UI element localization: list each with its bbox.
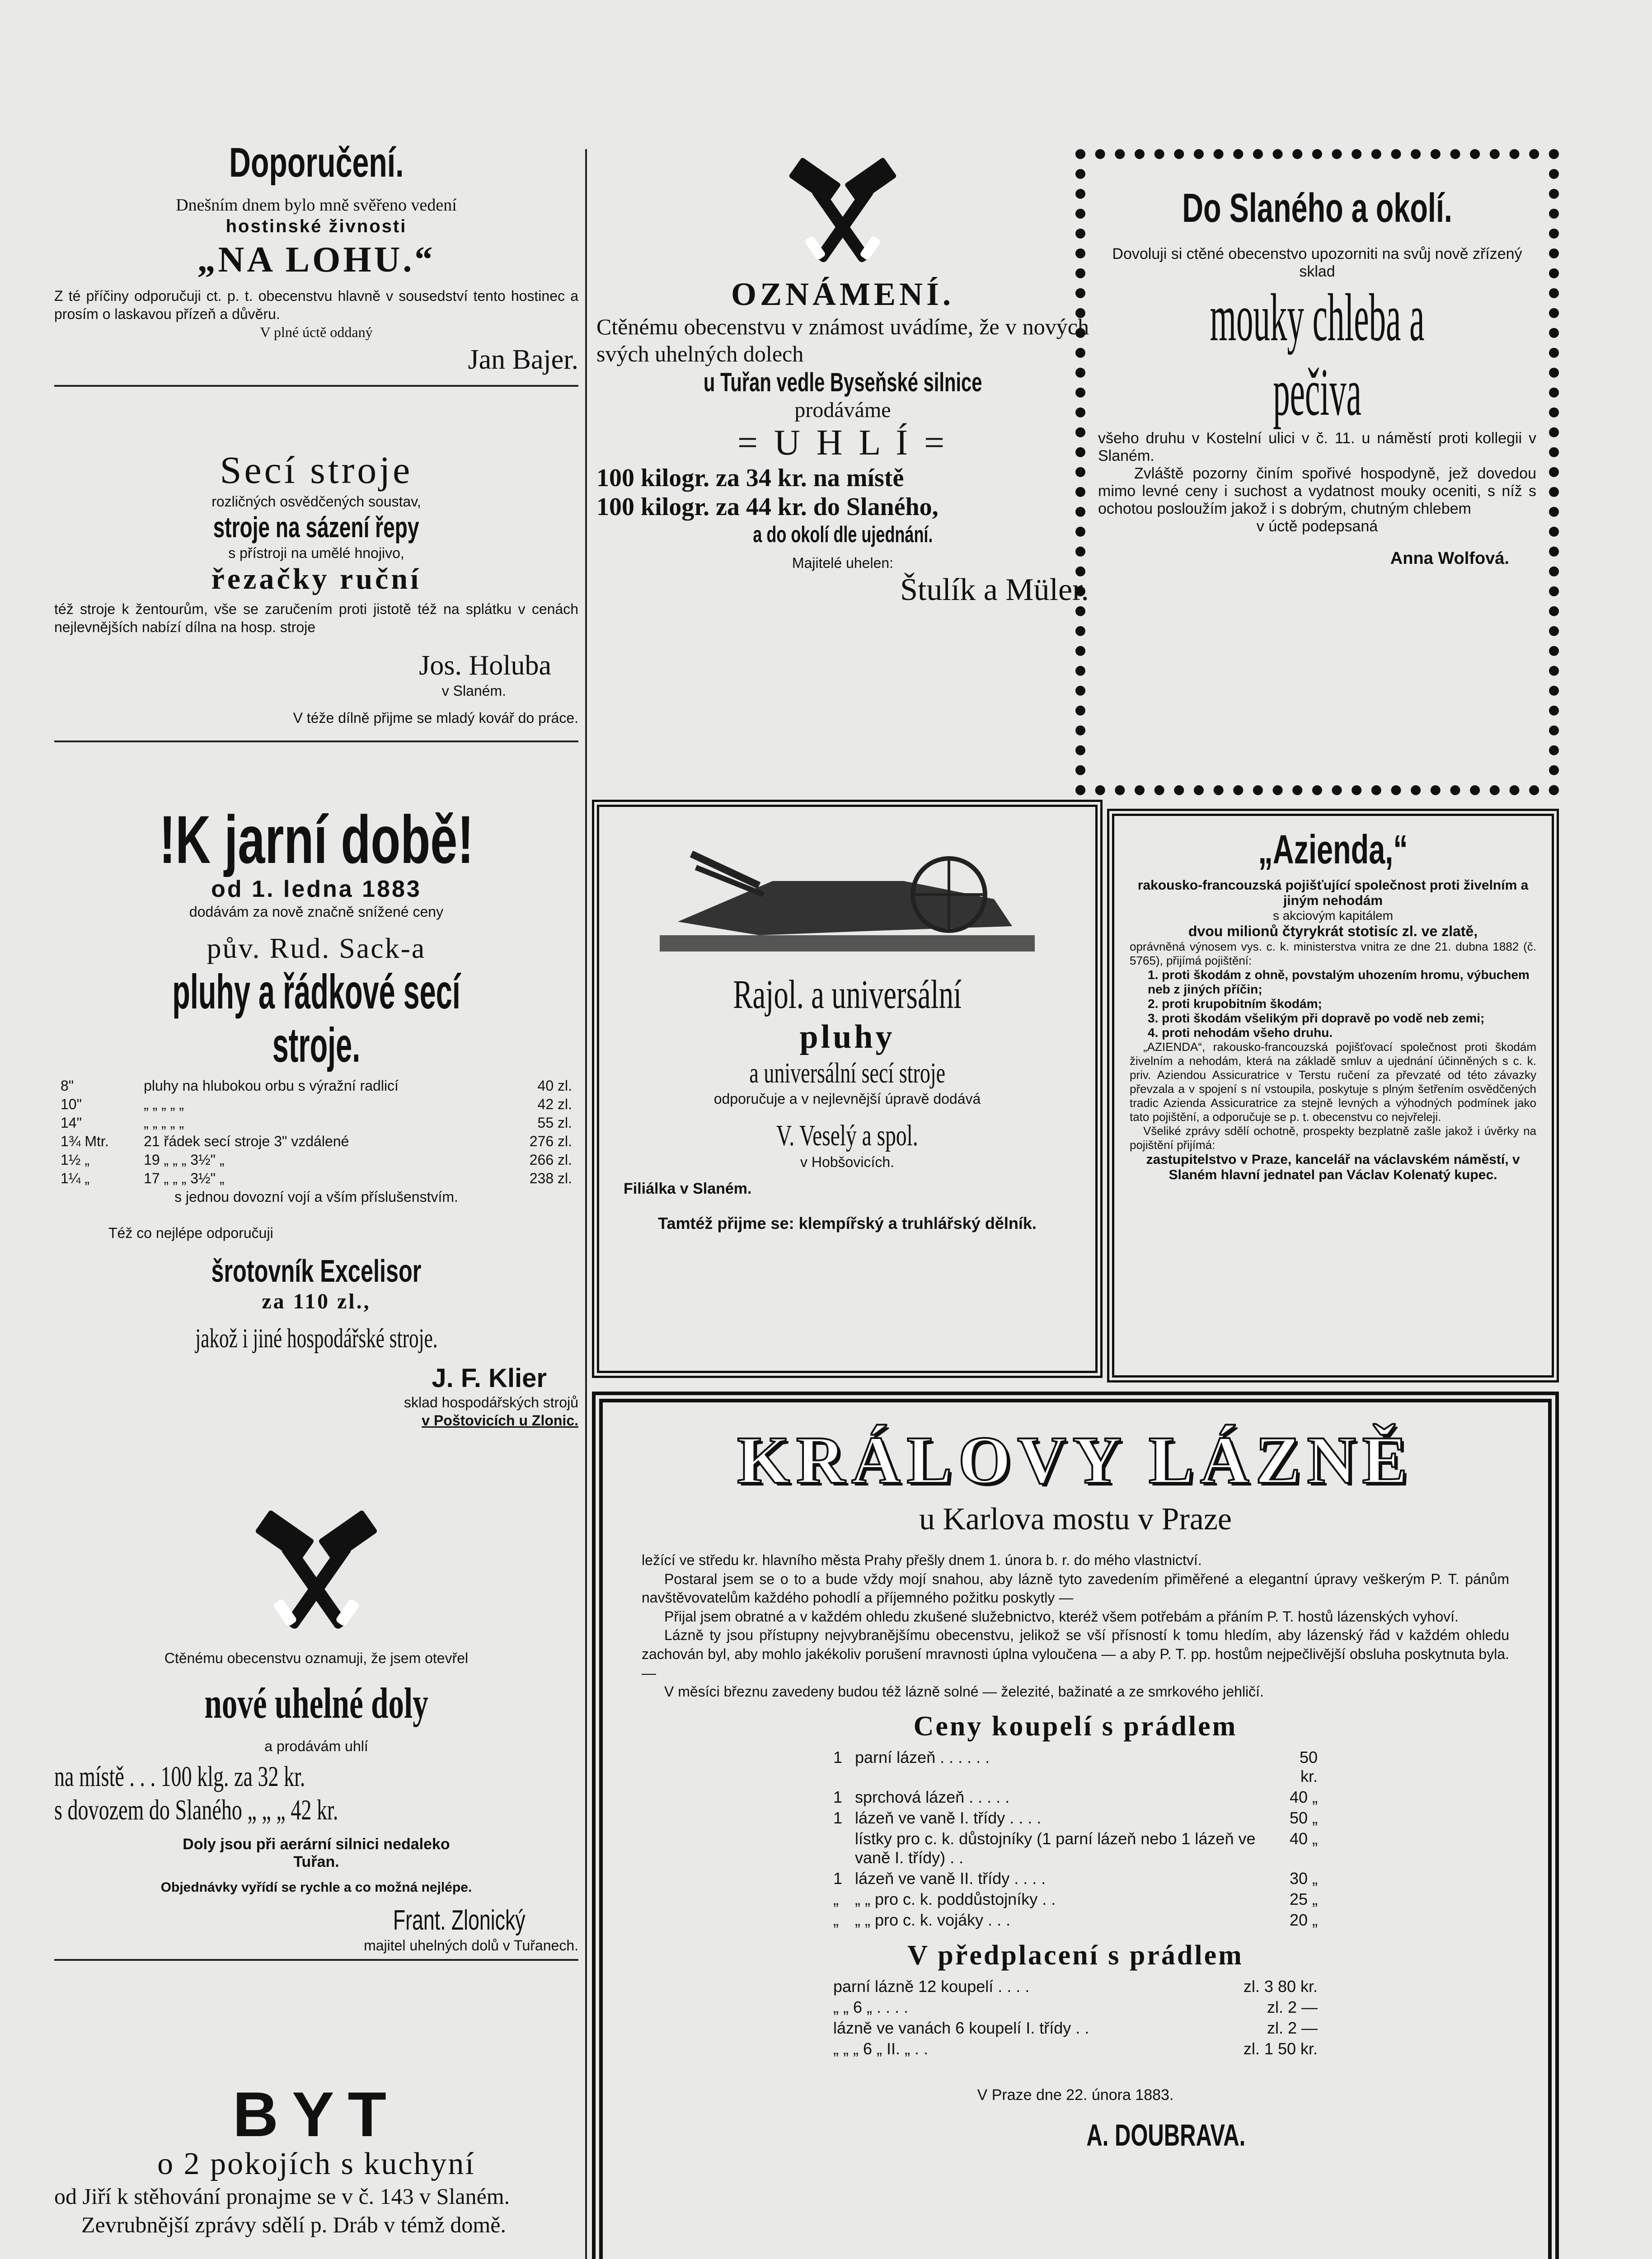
ad-line: rozličných osvědčených soustav, <box>211 493 421 510</box>
table-row <box>54 1077 578 1095</box>
price-cell: 266 zl. <box>529 1152 572 1168</box>
ad-title: Do Slaného a okolí. <box>1182 186 1452 231</box>
description-cell: „ „ „ 6 „ II. „ . . <box>833 2039 928 2058</box>
plough-illustration <box>624 827 1071 962</box>
description-cell: lázně ve vanách 6 koupelí I. třídy . . <box>833 2018 1089 2037</box>
ad-body: též stroje k žentourům, vše se zaručením proti jistotě též na splátku v cenách nejlevnějších nabízí dílna na hosp. stroje <box>54 601 578 635</box>
description-cell: „ „ 6 „ . . . . <box>833 1997 909 2016</box>
ad-line: dodávám za nově značně snížené ceny <box>189 903 444 920</box>
ad-line: Dnešním dnem bylo mně svěřeno vedení <box>176 196 457 215</box>
table-row <box>827 1828 1324 1868</box>
size-cell: 1¼ „ <box>61 1170 90 1187</box>
table-row <box>54 1169 578 1188</box>
price-table <box>827 1976 1324 2059</box>
price-cell: 40 „ <box>1289 1787 1318 1806</box>
ad-place: sklad hospodářských strojů <box>404 1394 578 1411</box>
description-cell: 21 řádek secí stroje 3" vzdálené <box>144 1133 349 1150</box>
ad-body: Z té příčiny odporučuji ct. p. t. obecenstvu hlavně v sousedství tento hostinec a prosím o laskavou přízeň a důvěru. <box>54 287 578 322</box>
description-cell: lázeň ve vaně I. třídy . . . . <box>855 1808 1042 1827</box>
price-line: 100 kilogr. za 34 kr. na místě <box>596 464 904 492</box>
ad-title: KRÁLOVY LÁZNĚ <box>737 1423 1414 1498</box>
description-cell: sprchová lázeň . . . . . <box>855 1787 1010 1806</box>
ad-body: všeho druhu v Kostelní ulici v č. 11. u náměstí proti kollegii v Slaném. <box>1098 430 1536 464</box>
signature: Anna Wolfová. <box>1390 549 1509 568</box>
ad-pluhy <box>624 827 1071 1233</box>
ad-bakery <box>1098 185 1536 568</box>
size-cell: 1½ „ <box>61 1152 90 1168</box>
ad-uhelne-doly <box>54 1504 578 1961</box>
size-cell: 10" <box>61 1096 82 1113</box>
table-row <box>827 2039 1324 2059</box>
ad-line: s přístroji na umělé hnojivo, <box>228 545 404 561</box>
table-row <box>827 1889 1324 1910</box>
ad-line: a prodávám uhlí <box>264 1738 368 1754</box>
signature: Frant. Zlonický <box>393 1905 526 1936</box>
ad-seci-stroje <box>54 447 578 742</box>
table-title: V předplacení s prádlem <box>907 1940 1244 1971</box>
ad-sub: u Karlova mostu v Praze <box>919 1502 1232 1537</box>
ad-title: „Azienda,“ <box>1258 827 1408 872</box>
ad-date: V Praze dne 22. února 1883. <box>977 2086 1174 2104</box>
signature: Jan Bajer. <box>468 344 578 375</box>
size-cell: 14" <box>61 1115 82 1131</box>
ad-headline: mouky chleba a pečiva <box>1210 280 1425 430</box>
price-line: s dovozem do Slaného „ „ „ 42 kr. <box>54 1794 338 1826</box>
ad-headline: pluhy a řádkové secí stroje. <box>172 964 460 1073</box>
qty-cell: 1 <box>833 1869 843 1888</box>
ad-place: v Hobšovicích. <box>800 1154 895 1170</box>
list-item: 4. proti nehodám všeho druhu. <box>1148 1026 1333 1040</box>
ad-body: Všeliké zprávy sdělí ochotně, prospekty bezplatně zašle jakož i úvěrky na pojištění přijímá: <box>1130 1124 1536 1152</box>
crossed-hammers-icon <box>775 149 910 276</box>
qty-cell: „ <box>833 1910 839 1929</box>
price-cell: 40 „ <box>1289 1829 1318 1848</box>
ad-line: hostinské živnosti <box>225 216 407 236</box>
table-row <box>827 1976 1324 1997</box>
size-cell: 1¾ Mtr. <box>61 1133 109 1150</box>
price-cell: 50 kr. <box>1299 1748 1318 1786</box>
ad-intro: Ctěnému obecenstvu oznamuji, že jsem otevřel <box>164 1650 469 1666</box>
description-cell: 19 „ „ „ 3½" „ <box>144 1152 225 1168</box>
ad-place: u Tuřan vedle Byseňské silnice <box>703 368 982 397</box>
ad-body: od Jiří k stěhování pronajme se v č. 143 v Slaném. <box>54 2184 510 2209</box>
ad-paragraph: V měsíci březnu zavedeny budou též lázně solné — železité, bažinaté a ze smrkového jehličí. <box>664 1683 1264 1700</box>
ad-intro: Dovoluji si ctěné obecenstvo upozorniti na svůj nově zřízený sklad <box>1112 245 1522 280</box>
price-cell: zl. 1 50 kr. <box>1243 2039 1318 2058</box>
ad-headline: stroje na sázení řepy <box>213 511 419 544</box>
ad-amount: dvou milionů čtyrykrát stotisíc zl. ve zlatě, <box>1188 923 1478 939</box>
description-cell: parní lázně 12 koupelí . . . . <box>833 1977 1030 1996</box>
ad-headline: řezačky ruční <box>211 562 422 595</box>
description-cell: lístky pro c. k. důstojníky (1 parní lázeň nebo 1 lázeň ve vaně I. třídy) . . <box>855 1829 1256 1867</box>
ad-title: OZNÁMENÍ. <box>731 276 954 312</box>
description-cell: lázeň ve vaně II. třídy . . . . <box>855 1869 1046 1888</box>
price-cell: 55 zl. <box>537 1115 572 1131</box>
table-row <box>54 1151 578 1169</box>
signature: Štulík a Müler. <box>900 572 1089 607</box>
price-cell: 42 zl. <box>537 1096 572 1113</box>
ad-agency: zastupitelstvo v Praze, kancelář na václavském náměstí, v Slaném hlavní jednatel pan Václav Kolenatý kupec. <box>1146 1152 1520 1182</box>
business-name: „NA LOHU.“ <box>197 239 436 280</box>
price-line: 100 kilogr. za 44 kr. do Slaného, <box>596 493 939 521</box>
ad-headline: o 2 pokojích s kuchyní <box>157 2147 475 2181</box>
qty-cell: 1 <box>833 1748 843 1767</box>
description-cell: parní lázeň . . . . . . <box>855 1748 990 1767</box>
price-table <box>54 1077 578 1188</box>
table-row <box>827 2018 1324 2039</box>
table-row <box>54 1095 578 1114</box>
page-content <box>54 113 1559 2259</box>
ad-baths <box>624 1423 1527 2153</box>
price-cell: zl. 2 — <box>1267 1997 1318 2016</box>
qty-cell <box>827 1828 849 1868</box>
ad-byt <box>54 2079 578 2239</box>
ad-line: Též co nejlépe odporučuji <box>108 1225 273 1242</box>
size-cell: 8" <box>61 1078 74 1094</box>
ad-body: Zvláště pozorny činím spořivé hospodyně, jež dovedou mimo levné ceny i suchost a vydatnost mouky oceniti, s níž s ochotou posloužím jakož i s dobrým, chutným chlebem <box>1098 465 1536 517</box>
table-row <box>827 1997 1324 2018</box>
list-item: 2. proti krupobitním škodám; <box>1148 997 1322 1011</box>
qty-cell: 1 <box>833 1787 843 1806</box>
ad-line: s akciovým kapitálem <box>1272 909 1394 923</box>
ad-line: a universální secí stroje <box>749 1057 945 1089</box>
ad-paragraph: ležící ve středu kr. hlavního města Prahy přešly dnem 1. února b. r. do mého vlastnictví. <box>642 1552 1202 1568</box>
price-line: na místě . . . 100 klg. za 32 kr. <box>54 1760 305 1792</box>
list-item: 3. proti škodám všelikým při dopravě po vodě neb zemi; <box>1148 1011 1485 1025</box>
ad-title: !K jarní době! <box>159 801 474 877</box>
price-cell: zl. 3 80 kr. <box>1243 1977 1318 1996</box>
price-cell: 25 „ <box>1289 1889 1318 1908</box>
ad-paragraph: Přijal jsem obratné a v každém ohledu zkušené služebnictvo, kteréž všem potřebám a přáním P. T. hostů lázenských vyhoví. <box>664 1608 1459 1625</box>
qty-cell: „ <box>833 1889 839 1908</box>
price-line: a do okolí dle ujednání. <box>752 522 933 547</box>
ad-closing: V plné úctě oddaný <box>260 323 373 340</box>
table-row <box>827 1868 1324 1889</box>
ad-jarni-doba <box>54 801 578 1429</box>
ad-body: „AZIENDA“, rakousko-francouzská pojišťovací společnost proti škodám živelním a nehodám, která na základě smluv a ujednání účinněných s c. k. priv. Aziendou Assicuratrice v Terstu ručení za převzaté od této závazky převzala a v spojení s ní vstoupila, poskytuje s plným šetřením osvědčených tradic Azienda Assicuratrice za stejně levných a výhodných podmínek jako tato pojištění, a odporučuje se p. t. obecenstvu co nejvřeleji. <box>1130 1040 1536 1124</box>
description-cell: 17 „ „ „ 3½" „ <box>144 1170 225 1187</box>
ad-sub: rakousko-francouzská pojišťující společnost proti živelním a jiným nehodám <box>1137 878 1529 908</box>
ad-title: Rajol. a universální <box>733 972 962 1017</box>
table-title: Ceny koupelí s prádlem <box>913 1711 1238 1742</box>
ad-title: nové uhelné doly <box>204 1679 428 1727</box>
price-cell: 238 zl. <box>529 1170 572 1187</box>
ad-place: majitel uhelných dolů v Tuřanech. <box>364 1937 578 1954</box>
ad-note: Tuřan. <box>293 1853 339 1870</box>
ad-oznameni <box>596 149 1089 608</box>
crossed-hammers-icon <box>239 1504 393 1640</box>
ad-note: s jednou dovozní vojí a vším příslušenstvím. <box>174 1189 458 1205</box>
description-cell: pluhy na hlubokou orbu s výražní radlicí <box>144 1078 399 1094</box>
description-cell: „ „ pro c. k. vojáky . . . <box>855 1910 1011 1929</box>
signature: Jos. Holuba <box>419 650 551 681</box>
table-row <box>827 1747 1324 1787</box>
price-cell: 276 zl. <box>529 1133 572 1150</box>
ad-note: Objednávky vyřídí se rychle a co možná nejlépe. <box>160 1880 472 1895</box>
description-cell: „ „ „ „ „ <box>144 1096 184 1113</box>
table-row <box>827 1808 1324 1828</box>
ad-line: jakož i jiné hospodářské stroje. <box>195 1323 438 1354</box>
column-rule <box>585 149 587 2259</box>
ad-note: Doly jsou při aerární silnici nedaleko <box>183 1836 450 1853</box>
ad-date: od 1. ledna 1883 <box>211 876 422 902</box>
ad-line: Majitelé uhelen: <box>792 555 894 571</box>
price-cell: 20 „ <box>1289 1910 1318 1929</box>
ad-paragraph: Lázně ty jsou přístupny nejvybranějšímu obecenstvu, jelikož se vší přísností k tomu hledím, aby lázenský řád v každém ohledu zachován byl, aby mohlo jakékoliv porušení mravnosti úplna vyloučena — a aby P. T. pp. hostům nejpečlivější obsluha poskytnuta byla. — <box>642 1627 1509 1681</box>
qty-cell: 1 <box>833 1808 843 1827</box>
signature: V. Veselý a spol. <box>776 1119 918 1152</box>
ad-place: v Slaném. <box>441 683 506 699</box>
ad-line: prodáváme <box>794 398 891 422</box>
ad-hire: Tamtéž přijme se: klempířský a truhlářský dělník. <box>658 1214 1037 1233</box>
ad-headline: pluhy <box>799 1018 895 1055</box>
price-table <box>827 1747 1324 1931</box>
signature: J. F. Klier <box>432 1364 547 1393</box>
signature: A. DOUBRAVA. <box>1086 2118 1245 2152</box>
ad-na-lohu <box>54 140 578 387</box>
list-item: 1. proti škodám z ohně, povstalým uhozením hromu, výbuchem neb z jiných příčin; <box>1148 968 1530 996</box>
price-cell: 30 „ <box>1289 1869 1318 1888</box>
ad-contact: Zevrubnější zprávy sdělí p. Dráb v témž domě. <box>81 2212 506 2237</box>
table-row <box>54 1132 578 1151</box>
ad-azienda <box>1130 827 1536 1183</box>
ad-body: odporučuje a v nejlevnější úpravě dodává <box>713 1091 981 1107</box>
ad-place: v Poštovicích u Zlonic. <box>422 1412 578 1429</box>
product-price: za 110 zl., <box>262 1289 371 1314</box>
ad-line: pův. Rud. Sack-a <box>206 932 426 964</box>
ad-title: BYT <box>233 2079 400 2150</box>
table-row <box>827 1787 1324 1808</box>
table-row <box>54 1114 578 1132</box>
description-cell: „ „ pro c. k. poddůstojníky . . <box>855 1889 1056 1908</box>
divider <box>54 385 578 387</box>
ad-closing: v úctě podepsaná <box>1256 518 1378 535</box>
price-cell: 50 „ <box>1289 1808 1318 1827</box>
divider <box>54 741 578 742</box>
price-cell: 40 zl. <box>537 1078 572 1094</box>
product-name: šrotovník Excelisor <box>211 1253 422 1289</box>
product-name: = U H L Í = <box>737 423 948 463</box>
ad-title: Doporučení. <box>229 140 404 186</box>
ad-paragraph: Postaral jsem se o to a bude vždy mojí snahou, aby lázně tyto zavedením přiměřené a elegantní úpravy veškerým P. T. pánům navštěvovatelům každého pohodlí a příjemného požitku poskytly — <box>642 1570 1509 1606</box>
ad-body: Ctěnému obecenstvu v známost uvádíme, že v nových svých uhelných dolech <box>596 314 1089 366</box>
price-cell: zl. 2 — <box>1267 2018 1318 2037</box>
description-cell: „ „ „ „ „ <box>144 1115 184 1131</box>
ad-permit: oprávněná výnosem vys. c. k. ministerstva vnitra ze dne 21. dubna 1882 (č. 5765), přijímá pojištění: <box>1130 940 1536 967</box>
ad-branch: Filiálka v Slaném. <box>624 1180 752 1197</box>
ad-title: Secí stroje <box>220 448 413 492</box>
ad-footer: V téže dílně přijme se mladý kovář do práce. <box>293 710 578 726</box>
divider <box>54 1959 578 1961</box>
insurance-list <box>1130 968 1536 1040</box>
table-row <box>827 1910 1324 1931</box>
